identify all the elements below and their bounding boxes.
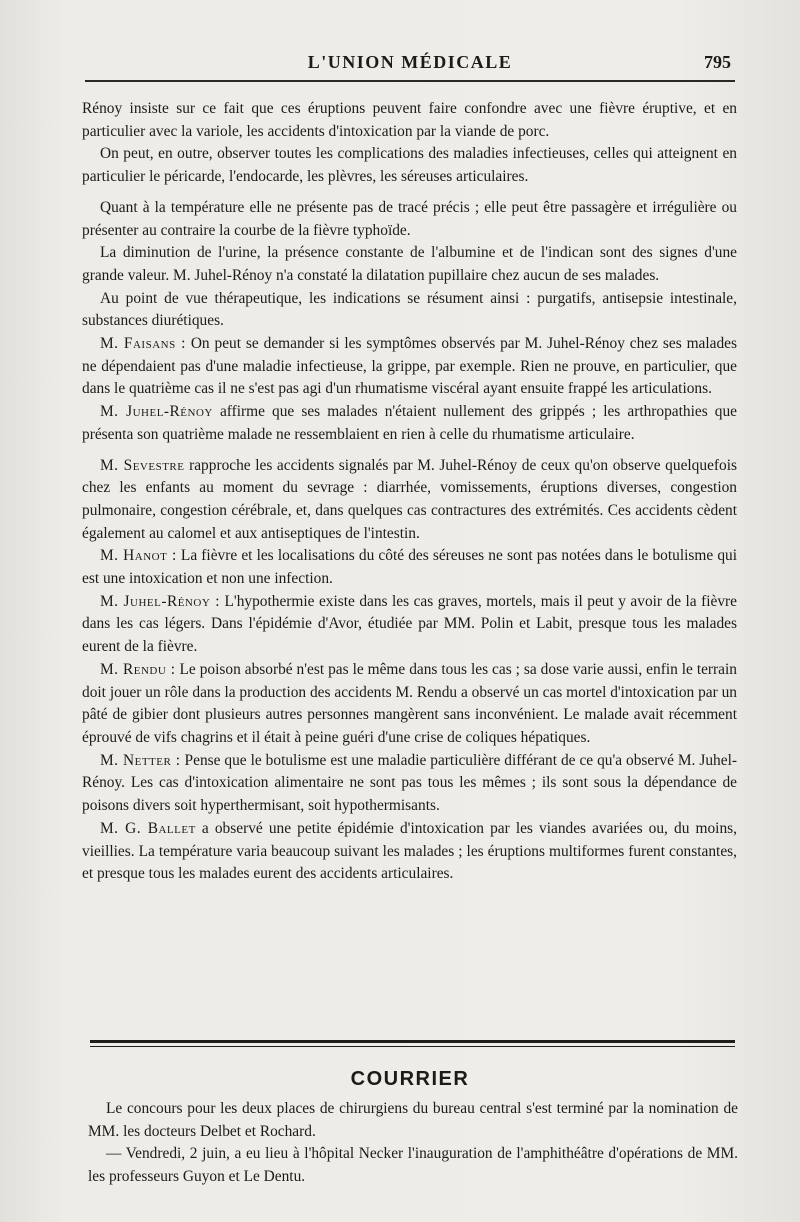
paragraph-11-text: Le poison absorbé n'est pas le même dans tous les cas ; sa dose varie aussi, enfin le terrain doit jouer un rôle dans la production des accidents M. Rendu a observé un cas mortel d'intoxication par un pâté de gibier dont plusieurs autres personnes mangèrent sans inconvénient. Le malade avait récemment éprouvé de vifs chagrins et il était à peine guéri d'une crise de coliques hépatiques. [82, 660, 737, 746]
paragraph-9 [82, 545, 737, 590]
running-header [85, 50, 735, 80]
paragraph-8-text: rapproche les accidents signalés par M. Juhel-Rénoy de ceux qu'on observe quelquefois chez les enfants au moment du sevrage : diarrhée, vomissements, éruptions diverses, congestion pulmonaire, congestion cérébrale, et, dans quelques cas contractures des extrémités. Ces accidents cèdent également au calomel et aux antiseptiques de l'intestin. [82, 456, 737, 542]
paragraph-5-text: Au point de vue thérapeutique, les indications se résument ainsi : purgatifs, antisepsie intestinale, substances diurétiques. [82, 289, 737, 330]
page-number: 795 [704, 52, 731, 72]
paragraph-6 [82, 333, 737, 401]
paragraph-4-text: La diminution de l'urine, la présence constante de l'albumine et de l'indican sont des signes d'une grande valeur. M. Juhel-Rénoy n'a constaté la dilatation pupillaire chez aucun de ses malades. [82, 244, 737, 284]
speaker-name: M. Juhel-Rénoy : [100, 592, 221, 610]
courrier-body [88, 1098, 738, 1189]
header-rule [85, 80, 735, 82]
paragraph-7-text: affirme que ses malades n'étaient nullement des grippés ; les arthropathies que présenta son quatrième malade ne ressemblaient en rien à celle du rhumatisme articulaire. [82, 403, 737, 443]
journal-title: L'UNION MÉDICALE [307, 52, 513, 72]
paragraph-2-text: On peut, en outre, observer toutes les complications des maladies infectieuses, celles qui atteignent en particulier le péricarde, l'endocarde, les plèvres, les séreuses articulaires. [82, 145, 737, 186]
paragraph-13-text: a observé une petite épidémie d'intoxication par les viandes avariées ou, du moins, vieillies. La température varia beaucoup suivant les malades ; les éruptions multiformes furent constantes, et presque tous les malades eurent des accidents articulaires. [82, 819, 737, 883]
paragraph-2 [82, 143, 737, 188]
paragraph-3-text: Quant à la température elle ne présente pas de tracé précis ; elle peut être passagère et irrégulière ou présenter au contraire la courbe de la fièvre typhoïde. [82, 198, 737, 239]
speaker-name: M. Hanot : [100, 547, 177, 565]
paragraph-13 [82, 818, 737, 886]
speaker-name: M. Sevestre [100, 456, 185, 474]
paragraph-10 [82, 591, 737, 659]
divider-thin-rule [90, 1046, 735, 1047]
paragraph-11 [82, 659, 737, 750]
paragraph-10-text: L'hypothermie existe dans les cas graves, mortels, mais il peut y avoir de la fièvre dans les cas légers. Dans l'épidémie d'Avor, étudiée par MM. Polin et Labit, presque tous les malades eurent de la fièvre. [82, 592, 737, 656]
paragraph-5 [82, 288, 737, 333]
paragraph-6-text: On peut se demander si les symptômes observés par M. Juhel-Rénoy chez ses malades ne dépendaient pas d'une maladie infectieuse, la grippe, par exemple. Rien ne prouve, en particulier, que dans le quatrième cas il ne s'est pas agi d'un rhumatisme viscéral ayant ensuite frappé les articulations. [82, 335, 738, 398]
paragraph-1 [82, 98, 737, 143]
paragraph-12-text: Pense que le botulisme est une maladie particulière différant de ce qu'a observé M. Juhel-Rénoy. Les cas d'intoxication alimentaire ne sont pas tous les mêmes ; ils sont sous la dépendance de poisons divers soit hyperthermisant, soit hypothermisants. [82, 751, 737, 815]
speaker-name: M. G. Ballet [100, 819, 196, 837]
courrier-paragraph-1: Le concours pour les deux places de chirurgiens du bureau central s'est terminé par la nomination de MM. les docteurs Delbet et Rochard. [88, 1100, 738, 1140]
courrier-title: COURRIER [350, 1068, 470, 1090]
paragraph-3 [82, 197, 737, 242]
paragraph-4 [82, 242, 737, 287]
courrier-paragraph-2: — Vendredi, 2 juin, a eu lieu à l'hôpital Necker l'inauguration de l'amphithéâtre d'opérations de MM. les professeurs Guyon et Le Dentu. [88, 1145, 738, 1186]
paragraph-1-text: Rénoy insiste sur ce fait que ces éruptions peuvent faire confondre avec une fièvre éruptive, et en particulier avec la variole, les accidents d'intoxication par la viande de porc. [82, 100, 737, 140]
paragraph-7 [82, 401, 737, 446]
article-body [82, 98, 737, 886]
paragraph-9-text: La fièvre et les localisations du côté des séreuses ne sont pas notées dans le botulisme qui est une intoxication et non une infection. [82, 547, 737, 588]
speaker-name: M. Netter : [100, 751, 181, 769]
section-divider [90, 1040, 735, 1050]
paragraph-12 [82, 750, 737, 818]
paragraph-8 [82, 455, 737, 546]
divider-thick-rule [90, 1040, 735, 1043]
speaker-name: M. Juhel-Rénoy [100, 403, 213, 421]
speaker-name: M. Rendu : [100, 660, 176, 678]
speaker-name: M. Faisans : [100, 335, 186, 353]
